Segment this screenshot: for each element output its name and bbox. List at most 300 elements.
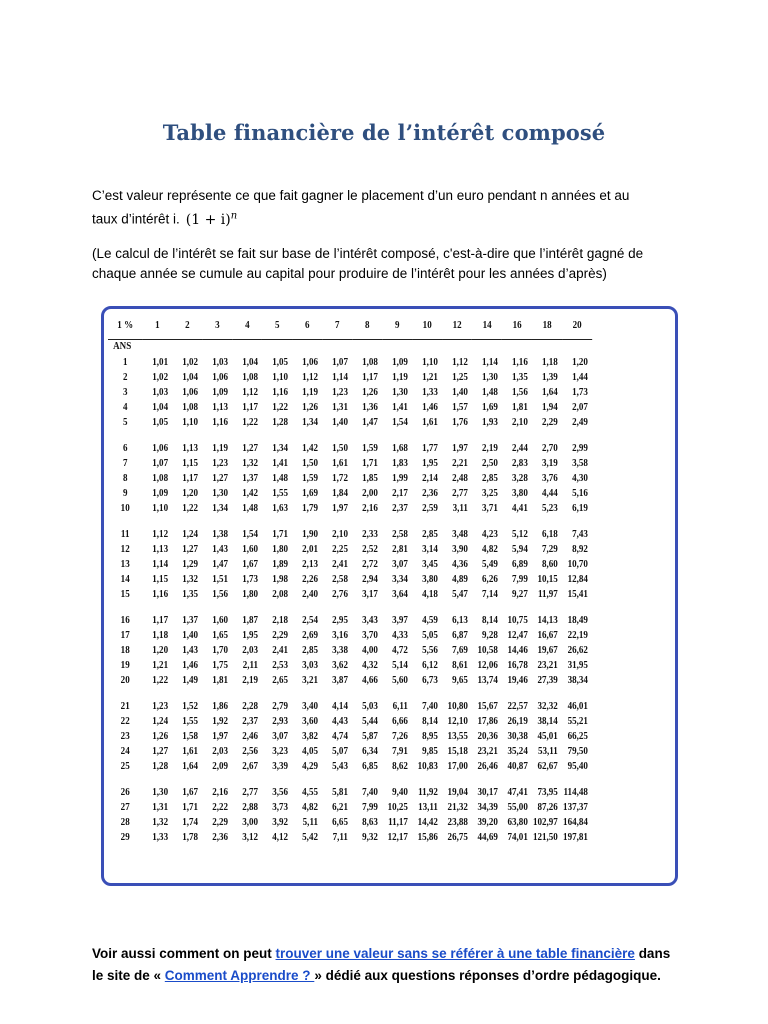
factor-cell: 1,28: [152, 760, 169, 772]
factor-cell: 2,14: [422, 472, 438, 484]
factor-cell: 1,17: [152, 614, 169, 626]
factor-cell: 4,29: [302, 760, 318, 772]
intro-line-2-text: taux d’intérêt i.: [92, 211, 180, 227]
factor-cell: 12,84: [567, 573, 588, 585]
factor-cell: 1,08: [152, 472, 169, 484]
factor-cell: 2,95: [332, 614, 348, 626]
factor-cell: 4,33: [392, 629, 408, 641]
factor-cell: 1,16: [152, 588, 169, 600]
factor-cell: 1,89: [272, 558, 288, 570]
factor-cell: 9,65: [452, 674, 468, 686]
factor-cell: 1,59: [362, 442, 378, 454]
compound-interest-table-frame: [101, 306, 678, 886]
comment-apprendre-link[interactable]: Comment Apprendre ?: [164, 968, 315, 983]
factor-cell: 3,23: [272, 745, 288, 757]
year-cell: 21: [120, 700, 130, 712]
factor-cell: 1,42: [302, 442, 318, 454]
table-corner-label: 1 %: [108, 313, 142, 339]
factor-cell: 2,37: [242, 715, 259, 727]
factor-cell: 17,00: [447, 760, 468, 772]
factor-cell: 45,01: [537, 730, 558, 742]
factor-cell: 1,74: [182, 816, 199, 828]
factor-cell: 3,58: [572, 457, 588, 469]
factor-cell: 1,71: [362, 457, 378, 469]
factor-cell: 4,41: [512, 502, 528, 514]
note-paragraph: [92, 244, 692, 284]
factor-cell: 8,60: [542, 558, 558, 570]
factor-cell: 4,23: [482, 528, 498, 540]
factor-cell: 13,74: [477, 674, 498, 686]
rate-column-header: 18: [532, 313, 562, 339]
table-row: [108, 557, 592, 572]
table-row: [108, 613, 592, 628]
year-cell: 18: [120, 644, 130, 656]
factor-cell: 1,34: [212, 502, 229, 514]
factor-cell: 10,83: [417, 760, 438, 772]
factor-cell: 3,25: [482, 487, 498, 499]
factor-cell: 114,48: [563, 786, 588, 798]
factor-cell: 1,75: [212, 659, 229, 671]
factor-cell: 2,03: [212, 745, 229, 757]
factor-cell: 4,18: [422, 588, 438, 600]
factor-cell: 2,56: [242, 745, 259, 757]
factor-cell: 2,69: [302, 629, 318, 641]
factor-cell: 1,61: [422, 416, 438, 428]
factor-cell: 2,72: [362, 558, 378, 570]
factor-cell: 79,50: [567, 745, 588, 757]
factor-cell: 1,32: [242, 457, 259, 469]
factor-cell: 1,44: [572, 371, 588, 383]
factor-cell: 8,14: [482, 614, 498, 626]
factor-cell: 102,97: [532, 816, 558, 828]
table-row: [108, 441, 592, 456]
factor-cell: 1,39: [542, 371, 558, 383]
factor-cell: 1,90: [302, 528, 318, 540]
factor-cell: 2,19: [482, 442, 498, 454]
factor-cell: 2,65: [272, 674, 288, 686]
factor-cell: 3,48: [452, 528, 468, 540]
factor-cell: 1,47: [362, 416, 378, 428]
factor-cell: 27,39: [537, 674, 558, 686]
factor-cell: 2,58: [392, 528, 408, 540]
factor-cell: 1,73: [242, 573, 259, 585]
table-row: [108, 471, 592, 486]
factor-cell: 1,85: [362, 472, 378, 484]
factor-cell: 1,14: [332, 371, 348, 383]
factor-cell: 1,36: [362, 401, 378, 413]
factor-cell: 2,88: [242, 801, 259, 813]
factor-cell: 1,48: [482, 386, 498, 398]
factor-cell: 1,47: [212, 558, 229, 570]
year-cell: 8: [122, 472, 128, 484]
factor-cell: 1,49: [182, 674, 199, 686]
factor-cell: 11,17: [388, 816, 408, 828]
factor-cell: 1,08: [362, 356, 378, 368]
table-row: [108, 658, 592, 673]
factor-cell: 1,27: [152, 745, 169, 757]
factor-cell: 9,27: [512, 588, 528, 600]
table-row: [108, 673, 592, 688]
table-row: [108, 643, 592, 658]
factor-cell: 1,22: [272, 401, 288, 413]
rate-column-header: 3: [202, 313, 232, 339]
factor-cell: 21,32: [447, 801, 468, 813]
factor-cell: 6,13: [452, 614, 468, 626]
factor-cell: 1,26: [362, 386, 378, 398]
factor-cell: 2,26: [302, 573, 318, 585]
table-header-row: [108, 313, 592, 339]
years-label-row: [108, 339, 592, 355]
factor-cell: 5,49: [482, 558, 498, 570]
factor-cell: 1,09: [392, 356, 408, 368]
factor-cell: 10,75: [507, 614, 528, 626]
footer-line-1: [92, 943, 692, 965]
factor-cell: 9,40: [392, 786, 408, 798]
year-cell: 1: [122, 356, 128, 368]
factor-cell: 2,29: [542, 416, 558, 428]
factor-cell: 1,93: [482, 416, 498, 428]
factor-cell: 4,30: [572, 472, 588, 484]
factor-cell: 4,59: [422, 614, 438, 626]
factor-cell: 1,26: [302, 401, 318, 413]
factor-cell: 1,24: [152, 715, 169, 727]
factor-cell: 5,07: [332, 745, 348, 757]
factor-cell: 4,43: [332, 715, 348, 727]
factor-cell: 1,33: [152, 831, 169, 843]
factor-cell: 1,17: [242, 401, 259, 413]
factor-cell: 1,61: [182, 745, 199, 757]
factor-cell: 44,69: [477, 831, 498, 843]
year-cell: 10: [120, 502, 130, 514]
factor-cell: 1,64: [542, 386, 558, 398]
factor-cell: 20,36: [477, 730, 498, 742]
factor-cell: 2,18: [272, 614, 288, 626]
factor-cell: 1,81: [512, 401, 528, 413]
factor-cell: 1,20: [572, 356, 588, 368]
factor-cell: 1,57: [452, 401, 468, 413]
footer-text-4: » dédié aux questions réponses d’ordre pédagogique.: [314, 968, 661, 983]
factor-cell: 4,14: [332, 700, 348, 712]
factor-cell: 1,24: [182, 528, 199, 540]
factor-cell: 87,26: [537, 801, 558, 813]
factor-cell: 1,59: [302, 472, 318, 484]
table-row: [108, 501, 592, 516]
factor-cell: 1,79: [302, 502, 318, 514]
factor-cell: 4,00: [362, 644, 378, 656]
factor-cell: 6,18: [542, 528, 558, 540]
factor-cell: 4,66: [362, 674, 378, 686]
factor-cell: 63,80: [507, 816, 528, 828]
factor-cell: 5,81: [332, 786, 348, 798]
factor-cell: 1,06: [302, 356, 318, 368]
table-row: [108, 815, 592, 830]
factor-cell: 4,55: [302, 786, 318, 798]
factor-cell: 1,71: [272, 528, 288, 540]
find-value-link[interactable]: trouver une valeur sans se référer à une table financière: [275, 946, 635, 961]
factor-cell: 1,98: [272, 573, 288, 585]
factor-cell: 53,11: [537, 745, 558, 757]
factor-cell: 6,73: [422, 674, 438, 686]
factor-cell: 8,95: [422, 730, 438, 742]
rate-column-header: 4: [232, 313, 262, 339]
compound-interest-table: [108, 313, 592, 845]
factor-cell: 3,11: [452, 502, 468, 514]
intro-line-1: C’est valeur représente ce que fait gagner le placement d’un euro pendant n années et au: [92, 188, 630, 203]
formula-base: (1 + i): [185, 211, 231, 228]
factor-cell: 55,21: [567, 715, 588, 727]
factor-cell: 30,38: [507, 730, 528, 742]
factor-cell: 1,12: [242, 386, 259, 398]
factor-cell: 1,12: [152, 528, 169, 540]
factor-cell: 1,35: [182, 588, 199, 600]
factor-cell: 1,70: [212, 644, 229, 656]
factor-cell: 1,68: [392, 442, 408, 454]
factor-cell: 6,26: [482, 573, 498, 585]
footer-text-2: dans: [634, 946, 671, 961]
factor-cell: 7,99: [512, 573, 528, 585]
factor-cell: 4,82: [482, 543, 498, 555]
factor-cell: 1,81: [212, 674, 229, 686]
factor-cell: 19,67: [537, 644, 558, 656]
factor-cell: 2,49: [572, 416, 588, 428]
factor-cell: 1,10: [422, 356, 438, 368]
factor-cell: 26,19: [507, 715, 528, 727]
factor-cell: 9,28: [482, 629, 498, 641]
factor-cell: 2,11: [242, 659, 259, 671]
factor-cell: 1,31: [152, 801, 169, 813]
table-row: [108, 830, 592, 845]
factor-cell: 22,19: [567, 629, 588, 641]
factor-cell: 3,39: [272, 760, 288, 772]
rate-column-header: 1: [142, 313, 172, 339]
factor-cell: 2,16: [212, 786, 229, 798]
factor-cell: 1,35: [512, 371, 528, 383]
factor-cell: 2,25: [332, 543, 348, 555]
factor-cell: 2,29: [212, 816, 229, 828]
factor-cell: 4,74: [332, 730, 348, 742]
factor-cell: 1,08: [182, 401, 199, 413]
year-cell: 5: [122, 416, 128, 428]
factor-cell: 1,30: [482, 371, 498, 383]
factor-cell: 4,82: [302, 801, 318, 813]
factor-cell: 1,16: [272, 386, 288, 398]
factor-cell: 1,37: [182, 614, 199, 626]
factor-cell: 4,72: [392, 644, 408, 656]
factor-cell: 1,17: [182, 472, 199, 484]
factor-cell: 6,66: [392, 715, 408, 727]
factor-cell: 7,91: [392, 745, 408, 757]
factor-cell: 1,69: [302, 487, 318, 499]
factor-cell: 5,60: [392, 674, 408, 686]
factor-cell: 2,37: [392, 502, 408, 514]
factor-cell: 3,90: [452, 543, 468, 555]
factor-cell: 1,19: [302, 386, 318, 398]
factor-cell: 3,28: [512, 472, 528, 484]
factor-cell: 7,14: [482, 588, 498, 600]
factor-cell: 12,17: [387, 831, 408, 843]
factor-cell: 1,06: [152, 442, 169, 454]
factor-cell: 3,00: [242, 816, 259, 828]
factor-cell: 1,01: [152, 356, 169, 368]
factor-cell: 1,28: [272, 416, 288, 428]
factor-cell: 3,12: [242, 831, 259, 843]
table-row: [108, 486, 592, 501]
factor-cell: 164,84: [563, 816, 588, 828]
factor-cell: 39,20: [477, 816, 498, 828]
rate-column-header: 2: [172, 313, 202, 339]
factor-cell: 1,42: [242, 487, 259, 499]
factor-cell: 1,55: [272, 487, 288, 499]
factor-cell: 3,34: [392, 573, 408, 585]
factor-cell: 1,10: [182, 416, 199, 428]
factor-cell: 1,99: [392, 472, 408, 484]
factor-cell: 1,15: [182, 457, 199, 469]
factor-cell: 1,58: [182, 730, 199, 742]
factor-cell: 38,34: [567, 674, 588, 686]
factor-cell: 2,83: [512, 457, 528, 469]
factor-cell: 10,70: [567, 558, 588, 570]
factor-cell: 74,01: [507, 831, 528, 843]
year-cell: 27: [120, 801, 130, 813]
factor-cell: 1,08: [242, 371, 259, 383]
factor-cell: 1,69: [482, 401, 498, 413]
factor-cell: 3,92: [272, 816, 288, 828]
factor-cell: 2,48: [452, 472, 468, 484]
group-spacer: [108, 602, 592, 613]
factor-cell: 1,32: [182, 573, 199, 585]
year-cell: 15: [120, 588, 130, 600]
factor-cell: 2,50: [482, 457, 498, 469]
factor-cell: 1,23: [332, 386, 348, 398]
intro-line-2: [92, 206, 692, 230]
factor-cell: 8,61: [452, 659, 468, 671]
factor-cell: 26,62: [567, 644, 588, 656]
factor-cell: 3,43: [362, 614, 378, 626]
factor-cell: 13,55: [447, 730, 468, 742]
factor-cell: 1,30: [152, 786, 169, 798]
rate-column-header: 10: [412, 313, 442, 339]
factor-cell: 1,97: [332, 502, 348, 514]
factor-cell: 15,86: [417, 831, 438, 843]
table-row: [108, 628, 592, 643]
factor-cell: 95,40: [567, 760, 588, 772]
factor-cell: 1,19: [392, 371, 408, 383]
factor-cell: 3,07: [272, 730, 288, 742]
factor-cell: 2,94: [362, 573, 378, 585]
factor-cell: 1,09: [212, 386, 229, 398]
factor-cell: 3,38: [332, 644, 348, 656]
factor-cell: 15,41: [567, 588, 588, 600]
table-row: [108, 527, 592, 542]
factor-cell: 1,22: [242, 416, 259, 428]
factor-cell: 2,29: [272, 629, 288, 641]
factor-cell: 1,06: [212, 371, 229, 383]
factor-cell: 1,18: [152, 629, 169, 641]
factor-cell: 1,56: [512, 386, 528, 398]
table-row: [108, 729, 592, 744]
table-row: [108, 542, 592, 557]
factor-cell: 5,42: [302, 831, 318, 843]
factor-cell: 26,75: [447, 831, 468, 843]
factor-cell: 2,28: [242, 700, 259, 712]
table-row: [108, 415, 592, 430]
year-cell: 25: [120, 760, 130, 772]
factor-cell: 1,12: [452, 356, 468, 368]
factor-cell: 1,10: [272, 371, 288, 383]
factor-cell: 5,87: [362, 730, 378, 742]
factor-cell: 1,14: [152, 558, 169, 570]
factor-cell: 15,18: [447, 745, 468, 757]
factor-cell: 12,10: [447, 715, 468, 727]
factor-cell: 12,47: [507, 629, 528, 641]
group-spacer: [108, 430, 592, 441]
factor-cell: 6,11: [392, 700, 408, 712]
factor-cell: 1,67: [182, 786, 199, 798]
factor-cell: 1,34: [272, 442, 288, 454]
factor-cell: 5,56: [422, 644, 438, 656]
intro-paragraph: [92, 186, 692, 230]
factor-cell: 7,11: [332, 831, 348, 843]
year-cell: 16: [120, 614, 130, 626]
factor-cell: 5,16: [572, 487, 588, 499]
factor-cell: 3,73: [272, 801, 288, 813]
factor-cell: 7,26: [392, 730, 408, 742]
factor-cell: 1,04: [242, 356, 259, 368]
year-cell: 29: [120, 831, 130, 843]
factor-cell: 1,27: [182, 543, 199, 555]
factor-cell: 1,13: [212, 401, 229, 413]
factor-cell: 34,39: [477, 801, 498, 813]
factor-cell: 5,43: [332, 760, 348, 772]
factor-cell: 1,97: [452, 442, 468, 454]
table-row: [108, 699, 592, 714]
factor-cell: 10,25: [387, 801, 408, 813]
table-row: [108, 714, 592, 729]
factor-cell: 2,10: [332, 528, 348, 540]
factor-cell: 4,44: [542, 487, 558, 499]
factor-cell: 1,40: [452, 386, 468, 398]
factor-cell: 15,67: [477, 700, 498, 712]
factor-cell: 5,12: [512, 528, 528, 540]
group-spacer: [108, 688, 592, 699]
factor-cell: 8,62: [392, 760, 408, 772]
rate-column-header: 20: [562, 313, 592, 339]
factor-cell: 7,69: [452, 644, 468, 656]
factor-cell: 4,89: [452, 573, 468, 585]
factor-cell: 1,86: [212, 700, 229, 712]
factor-cell: 3,16: [332, 629, 348, 641]
factor-cell: 11,97: [537, 588, 558, 600]
factor-cell: 31,95: [567, 659, 588, 671]
factor-cell: 23,21: [477, 745, 498, 757]
factor-cell: 1,17: [362, 371, 378, 383]
factor-cell: 5,14: [392, 659, 408, 671]
factor-cell: 18,49: [567, 614, 588, 626]
table-row: [108, 400, 592, 415]
table-row: [108, 456, 592, 471]
factor-cell: 1,22: [152, 674, 169, 686]
factor-cell: 1,02: [152, 371, 169, 383]
factor-cell: 14,46: [507, 644, 528, 656]
factor-cell: 30,17: [477, 786, 498, 798]
factor-cell: 1,23: [152, 700, 169, 712]
factor-cell: 1,07: [152, 457, 169, 469]
factor-cell: 3,17: [362, 588, 378, 600]
factor-cell: 1,27: [212, 472, 229, 484]
factor-cell: 1,33: [422, 386, 438, 398]
factor-cell: 3,60: [302, 715, 318, 727]
factor-cell: 1,60: [212, 614, 229, 626]
